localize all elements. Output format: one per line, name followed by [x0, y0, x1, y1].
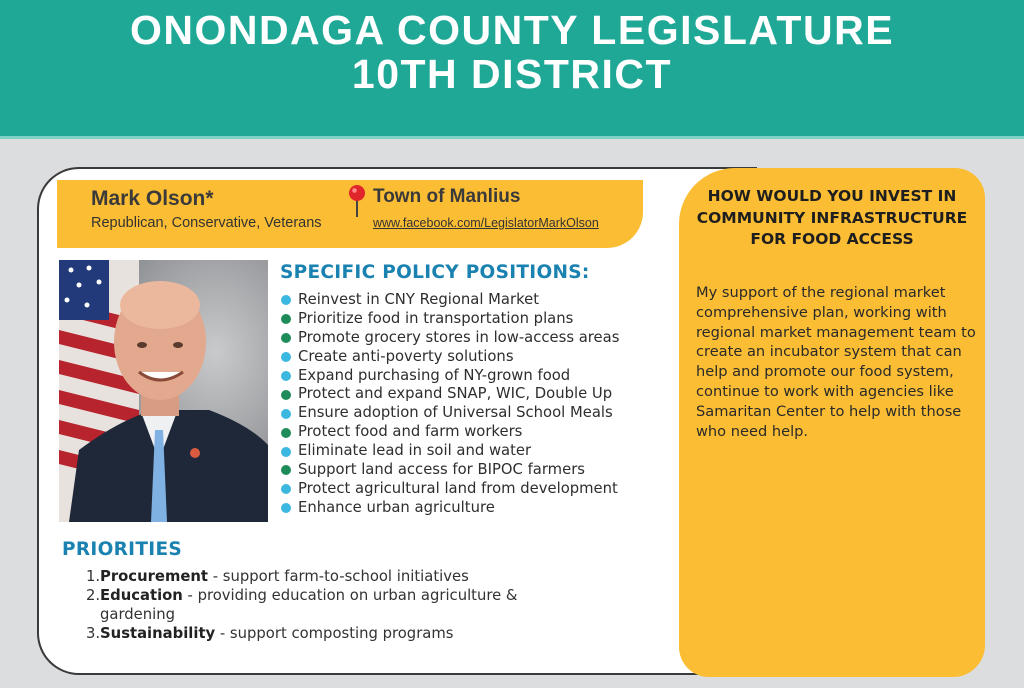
- header-banner: [0, 0, 1024, 138]
- policy-positions-heading: SPECIFIC POLICY POSITIONS:: [280, 262, 590, 283]
- policy-item: [281, 291, 619, 310]
- priority-number: 3.: [86, 625, 101, 642]
- policy-item: [281, 423, 619, 442]
- question-answer: My support of the regional market comprehensive plan, working with regional market management team to create an incubator system that can help and promote our food system, continue to work with agencies like Samaritan Center to help with those who need help.: [696, 284, 976, 440]
- portrait-illustration: [59, 260, 268, 522]
- bullet-dot-icon: [281, 409, 291, 419]
- priority-item: [86, 586, 565, 624]
- policy-item-text: Protect agricultural land from development: [298, 479, 618, 497]
- policy-item: [281, 385, 619, 404]
- policy-item-text: Protect and expand SNAP, WIC, Double Up: [298, 385, 613, 403]
- bullet-dot-icon: [281, 503, 291, 513]
- bullet-dot-icon: [281, 314, 291, 324]
- candidate-town: Town of Manlius: [373, 186, 521, 207]
- bullet-dot-icon: [281, 428, 291, 438]
- bullet-dot-icon: [281, 352, 291, 362]
- policy-item-text: Eliminate lead in soil and water: [298, 442, 532, 460]
- policy-item: [281, 367, 619, 386]
- pin-icon: [347, 184, 367, 218]
- page-title-line-1: ONONDAGA COUNTY LEGISLATURE: [129, 7, 895, 53]
- bullet-dot-icon: [281, 484, 291, 494]
- priority-label: Sustainability: [100, 625, 216, 642]
- policy-item: [281, 461, 619, 480]
- priority-number: 2.: [86, 587, 101, 604]
- priority-body: [100, 586, 565, 624]
- facebook-link[interactable]: www.facebook.com/LegislatorMarkOlson: [373, 216, 599, 230]
- bullet-dot-icon: [281, 333, 291, 343]
- priority-label: Procurement: [100, 568, 209, 585]
- candidate-parties: Republican, Conservative, Veterans: [91, 215, 322, 231]
- priority-label: Education: [100, 587, 183, 604]
- banner-divider: [0, 136, 1024, 139]
- priority-description: - support farm-to-school initiatives: [208, 568, 469, 585]
- bullet-dot-icon: [281, 390, 291, 400]
- policy-positions-list: [281, 291, 619, 518]
- priority-body: [100, 567, 565, 586]
- policy-item-text: Promote grocery stores in low-access areas: [298, 328, 620, 346]
- policy-item: [281, 499, 619, 518]
- priority-item: [86, 624, 565, 643]
- policy-item-text: Enhance urban agriculture: [298, 498, 495, 516]
- bullet-dot-icon: [281, 295, 291, 305]
- page-title-line-2: 10TH DISTRICT: [351, 51, 673, 97]
- priorities-heading: PRIORITIES: [62, 539, 183, 560]
- priority-number: 1.: [86, 568, 101, 585]
- policy-item-text: Support land access for BIPOC farmers: [298, 461, 585, 479]
- policy-item-text: Protect food and farm workers: [298, 423, 523, 441]
- priorities-list: [86, 567, 565, 643]
- policy-item: [281, 348, 619, 367]
- bullet-dot-icon: [281, 447, 291, 457]
- policy-item-text: Create anti-poverty solutions: [298, 347, 514, 365]
- question-title: HOW WOULD YOU INVEST IN COMMUNITY INFRASTRUCTURE FOR FOOD ACCESS: [696, 187, 968, 248]
- policy-item: [281, 404, 619, 423]
- policy-item: [281, 310, 619, 329]
- policy-item-text: Expand purchasing of NY-grown food: [298, 366, 571, 384]
- policy-item-text: Reinvest in CNY Regional Market: [298, 291, 540, 308]
- policy-item-text: Prioritize food in transportation plans: [298, 309, 574, 327]
- policy-item-text: Ensure adoption of Universal School Meals: [298, 404, 613, 422]
- candidate-name: Mark Olson*: [91, 187, 214, 210]
- bullet-dot-icon: [281, 465, 291, 475]
- bullet-dot-icon: [281, 371, 291, 381]
- candidate-photo: [59, 260, 268, 522]
- priority-body: [100, 624, 565, 643]
- priority-item: [86, 567, 565, 586]
- priority-description: - support composting programs: [215, 625, 454, 642]
- policy-item: [281, 329, 619, 348]
- policy-item: [281, 442, 619, 461]
- priority-description: - providing education on urban agriculture & gardening: [100, 587, 518, 623]
- policy-item: [281, 480, 619, 499]
